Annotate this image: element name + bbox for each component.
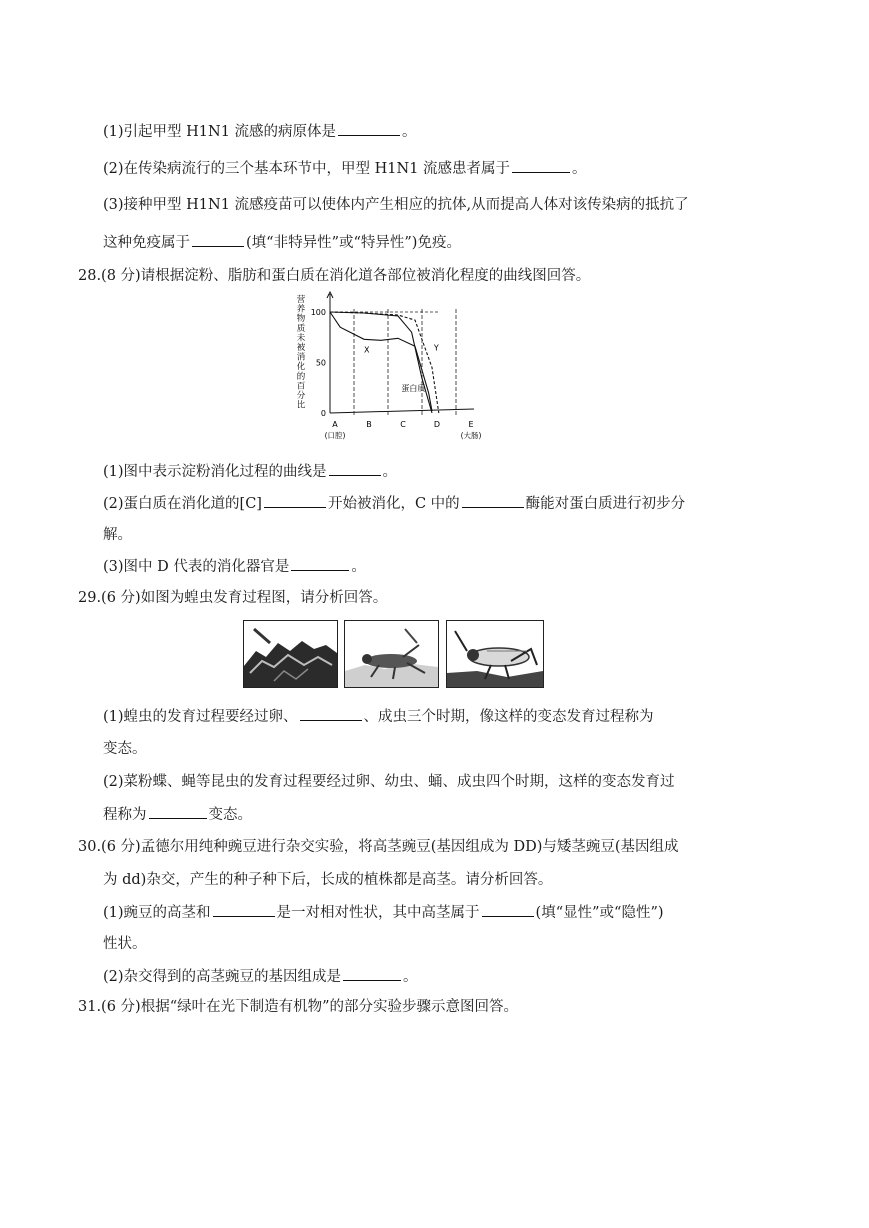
y-tick-label: 0 — [320, 409, 326, 418]
answer-blank[interactable] — [482, 902, 534, 917]
locust-egg-photo — [243, 620, 338, 688]
series-line-2 — [330, 312, 439, 413]
answer-blank[interactable] — [264, 493, 326, 508]
q27-sub2: (2)在传染病流行的三个基本环节中，甲型 H1N1 流感患者属于 。 — [103, 158, 587, 179]
digestion-chart — [290, 288, 520, 453]
y-label-char: 质 — [296, 323, 306, 334]
locust-nymph-image — [345, 621, 438, 687]
answer-blank[interactable] — [462, 493, 524, 508]
y-label-char: 百 — [296, 381, 306, 392]
answer-blank[interactable] — [343, 966, 401, 981]
q30-stem-line1: 30.(6 分)孟德尔用纯种豌豆进行杂交实验，将高茎豌豆(基因组成为 DD)与矮茎豌豆(基因组成 — [78, 839, 679, 855]
answer-blank[interactable] — [329, 461, 381, 476]
answer-blank[interactable] — [291, 556, 349, 571]
series-label-y: Y — [433, 343, 439, 353]
answer-blank[interactable] — [213, 902, 275, 917]
answer-blank[interactable] — [192, 232, 244, 247]
locust-nymph-photo — [344, 620, 439, 688]
answer-blank[interactable] — [512, 158, 570, 173]
x-tick-label: E — [468, 420, 474, 429]
q29-stem: 29.(6 分)如图为蝗虫发育过程图，请分析回答。 — [78, 590, 388, 606]
y-label-char: 物 — [296, 314, 306, 325]
x-tick-label: C — [400, 420, 406, 429]
q27-sub3-line2: 这种免疫属于 (填“非特异性”或“特异性”)免疫。 — [103, 232, 461, 253]
y-label-char: 消 — [296, 352, 306, 363]
q29-sub1-line1: (1)蝗虫的发育过程要经过卵、 、成虫三个时期，像这样的变态发育过程称为 — [103, 706, 654, 727]
x-tick-label: D — [433, 420, 441, 429]
q30-sub2: (2)杂交得到的高茎豌豆的基因组成是 。 — [103, 966, 418, 987]
answer-blank[interactable] — [300, 706, 362, 721]
series-line-3 — [330, 312, 432, 413]
q28-sub2-line2: 解。 — [103, 527, 132, 543]
y-label-char: 被 — [296, 343, 306, 353]
q28-sub3: (3)图中 D 代表的消化器官是 。 — [103, 556, 366, 577]
q28-stem: 28.(8 分)请根据淀粉、脂肪和蛋白质在消化道各部位被消化程度的曲线图回答。 — [78, 268, 591, 284]
locust-adult-image — [447, 621, 543, 687]
series-line-1 — [330, 312, 432, 411]
q27-sub3-line1: (3)接种甲型 H1N1 流感疫苗可以使体内产生相应的抗体,从而提高人体对该传染病的抵抗了 — [103, 197, 689, 213]
locust-egg-image — [244, 621, 337, 687]
q29-sub2-line2: 程称为 变态。 — [103, 804, 252, 825]
q30-stem-line2: 为 dd)杂交，产生的种子种下后，长成的植株都是高茎。请分析回答。 — [103, 872, 553, 888]
x-axis — [330, 409, 474, 413]
q27-sub1: (1)引起甲型 H1N1 流感的病原体是 。 — [103, 121, 417, 142]
q31-stem: 31.(6 分)根据“绿叶在光下制造有机物”的部分实验步骤示意图回答。 — [78, 999, 519, 1015]
y-label-char: 的 — [296, 371, 306, 382]
q29-sub2-line1: (2)菜粉蝶、蝇等昆虫的发育过程要经过卵、幼虫、蛹、成虫四个时期，这样的变态发育过 — [103, 774, 675, 790]
x-tick-label: B — [366, 420, 372, 429]
q30-sub1-line2: 性状。 — [103, 936, 147, 952]
q30-sub1-line1: (1)豌豆的高茎和 是一对相对性状，其中高茎属于 (填“显性”或“隐性”) — [103, 902, 664, 923]
x-tick-label: A — [332, 420, 338, 429]
y-label-char: 分 — [296, 391, 306, 401]
y-tick-label: 100 — [310, 308, 326, 317]
q29-sub1-line2: 变态。 — [103, 741, 147, 757]
y-label-char: 养 — [296, 304, 306, 315]
q28-sub1: (1)图中表示淀粉消化过程的曲线是 。 — [103, 461, 397, 482]
answer-blank[interactable] — [149, 804, 207, 819]
series-label-x: X — [364, 345, 370, 355]
y-label-char: 化 — [296, 362, 306, 373]
x-sub-label: (口腔) — [324, 431, 346, 440]
y-label-char: 营 — [296, 295, 306, 305]
y-label-char: 未 — [296, 333, 306, 344]
answer-blank[interactable] — [338, 121, 400, 136]
x-sub-label: (大肠) — [460, 431, 482, 440]
y-label-char: 比 — [296, 400, 306, 411]
locust-adult-photo — [446, 620, 544, 688]
q28-sub2-line1: (2)蛋白质在消化道的[C] 开始被消化，C 中的 酶能对蛋白质进行初步分 — [103, 493, 685, 514]
series-label-protein: 蛋白质 — [401, 383, 426, 393]
y-tick-label: 50 — [315, 358, 326, 368]
